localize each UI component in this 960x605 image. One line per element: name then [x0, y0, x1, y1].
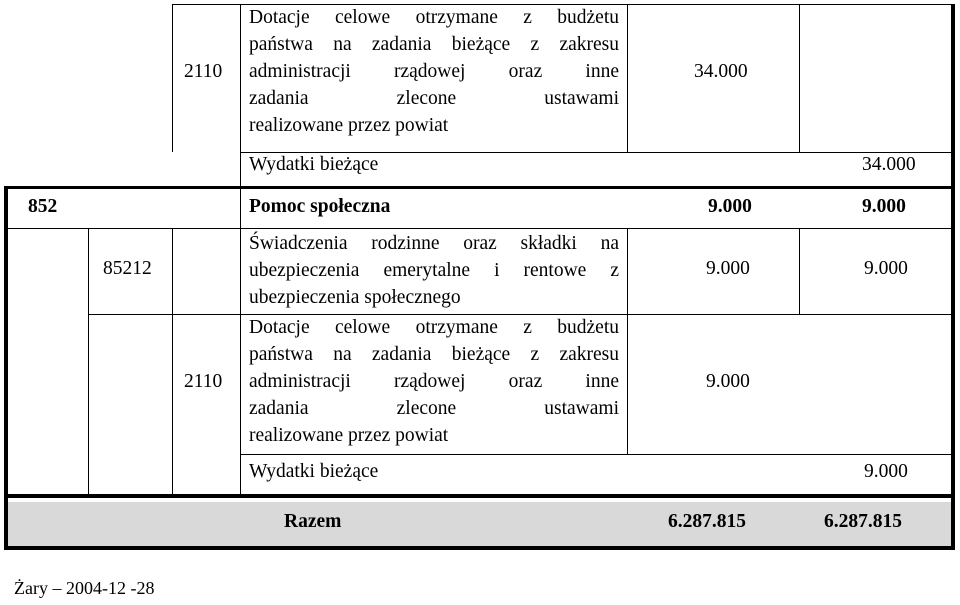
subsection-code: 85212: [103, 258, 152, 279]
row-code-2110-b: 2110: [184, 371, 223, 392]
total-plan: 6.287.815: [668, 511, 746, 532]
description-line: realizowane przez powiat: [249, 115, 449, 136]
total-expenses: 6.287.815: [824, 511, 902, 532]
section-plan: 9.000: [708, 196, 752, 217]
total-label: Razem: [284, 511, 342, 532]
description-line: państwa na zadania bieżące z zakresu: [249, 34, 619, 55]
description-line: realizowane przez powiat: [249, 425, 449, 446]
expenses-label-2: Wydatki bieżące: [249, 461, 379, 482]
description-line: Dotacje celowe otrzymane z budżetu: [249, 317, 619, 338]
row-description-2110: [249, 4, 619, 139]
row-plan-2110: 34.000: [694, 61, 748, 82]
section-label: Pomoc społeczna: [249, 196, 391, 217]
description-line: ubezpieczenia emerytalne i rentowe z: [249, 260, 619, 281]
section-code: 852: [28, 196, 58, 217]
expenses-label: Wydatki bieżące: [249, 154, 379, 175]
description-line: zadania zlecone ustawami: [249, 88, 619, 109]
section-expenses: 9.000: [862, 196, 906, 217]
subsection-description: [249, 230, 619, 311]
subsection-plan: 9.000: [706, 258, 750, 279]
expenses-value-2: 9.000: [864, 461, 908, 482]
description-line: państwa na zadania bieżące z zakresu: [249, 344, 619, 365]
description-line: zadania zlecone ustawami: [249, 398, 619, 419]
row-code-2110: 2110: [184, 61, 223, 82]
subsection-expenses: 9.000: [864, 258, 908, 279]
footer-place-date: Żary – 2004-12 -28: [14, 578, 155, 598]
description-line: Dotacje celowe otrzymane z budżetu: [249, 7, 619, 28]
description-line: ubezpieczenia społecznego: [249, 287, 461, 308]
description-line: Świadczenia rodzinne oraz składki na: [249, 233, 619, 254]
row-description-2110-b: [249, 314, 619, 449]
description-line: administracji rządowej oraz inne: [249, 61, 619, 82]
expenses-value: 34.000: [862, 154, 916, 175]
description-line: administracji rządowej oraz inne: [249, 371, 619, 392]
row-plan-2110-b: 9.000: [706, 371, 750, 392]
